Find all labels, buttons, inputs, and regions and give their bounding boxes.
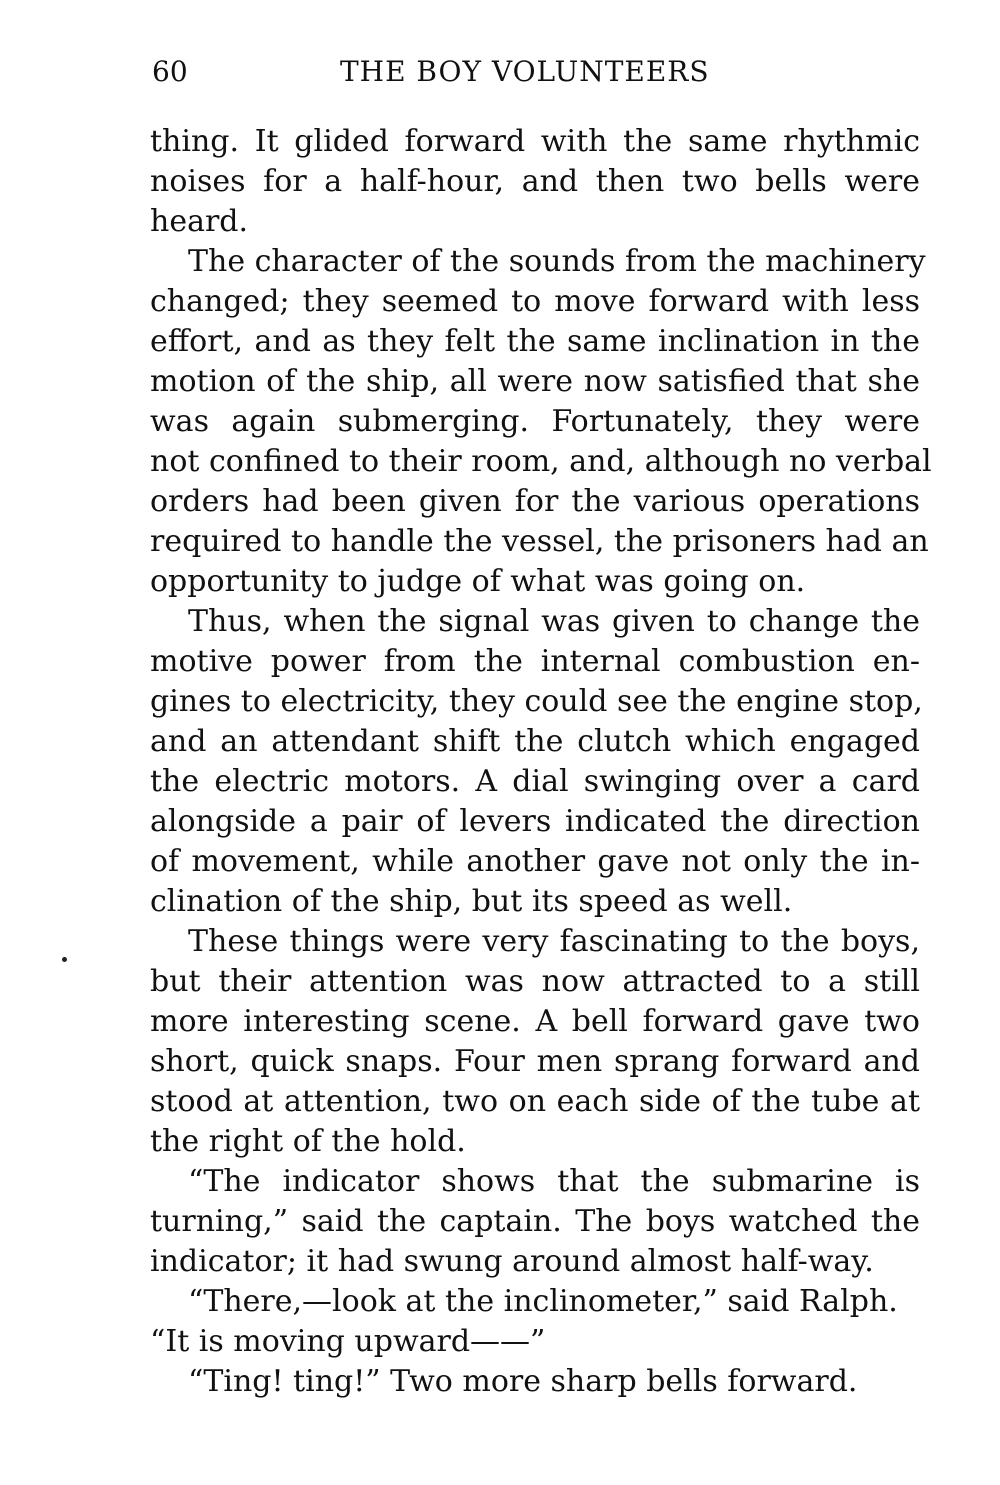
text-line: changed; they seemed to move forward with less	[150, 284, 920, 319]
running-head	[152, 52, 922, 92]
text-line: thing. It glided forward with the same rhythmic	[150, 124, 920, 159]
ink-speck	[62, 957, 67, 962]
text-line: opportunity to judge of what was going on.	[150, 564, 806, 599]
text-line: “It is moving upward——”	[150, 1324, 546, 1359]
text-line: short, quick snaps. Four men sprang forward and	[150, 1044, 920, 1079]
running-title: THE BOY VOLUNTEERS	[340, 55, 710, 88]
text-line: clination of the ship, but its speed as well.	[150, 884, 793, 919]
text-line: the right of the hold.	[150, 1124, 466, 1159]
text-line: alongside a pair of levers indicated the direction	[150, 804, 920, 839]
text-line: “Ting! ting!” Two more sharp bells forward.	[188, 1364, 858, 1399]
text-line: of movement, while another gave not only the in-	[150, 844, 920, 879]
text-line: gines to electricity, they could see the engine stop,	[150, 684, 923, 719]
text-line: turning,” said the captain. The boys watched the	[150, 1204, 920, 1239]
text-line: but their attention was now attracted to a still	[150, 964, 920, 999]
text-line: noises for a half-hour, and then two bells were	[150, 164, 920, 199]
text-line: motion of the ship, all were now satisfied that she	[150, 364, 920, 399]
text-line: Thus, when the signal was given to change the	[188, 604, 920, 639]
text-line: These things were very fascinating to the boys,	[188, 924, 920, 959]
text-line: more interesting scene. A bell forward gave two	[150, 1004, 920, 1039]
page-number: 60	[152, 55, 188, 88]
text-line: not confined to their room, and, although no verbal	[150, 444, 932, 479]
text-line: heard.	[150, 204, 249, 239]
text-line: motive power from the internal combustion en-	[150, 644, 920, 679]
text-line: was again submerging. Fortunately, they were	[150, 404, 920, 439]
text-line: and an attendant shift the clutch which engaged	[150, 724, 920, 759]
text-line: “There,—look at the inclinometer,” said Ralph.	[188, 1284, 898, 1319]
text-line: stood at attention, two on each side of the tube at	[150, 1084, 920, 1119]
text-line: The character of the sounds from the machinery	[188, 244, 926, 279]
text-line: the electric motors. A dial swinging over a card	[150, 764, 920, 799]
text-line: orders had been given for the various operations	[150, 484, 920, 519]
body-text	[150, 122, 932, 1402]
text-line: “The indicator shows that the submarine is	[188, 1164, 920, 1199]
text-line: required to handle the vessel, the prisoners had an	[150, 524, 929, 559]
text-line: indicator; it had swung around almost half-way.	[150, 1244, 874, 1279]
text-line: effort, and as they felt the same inclination in the	[150, 324, 920, 359]
